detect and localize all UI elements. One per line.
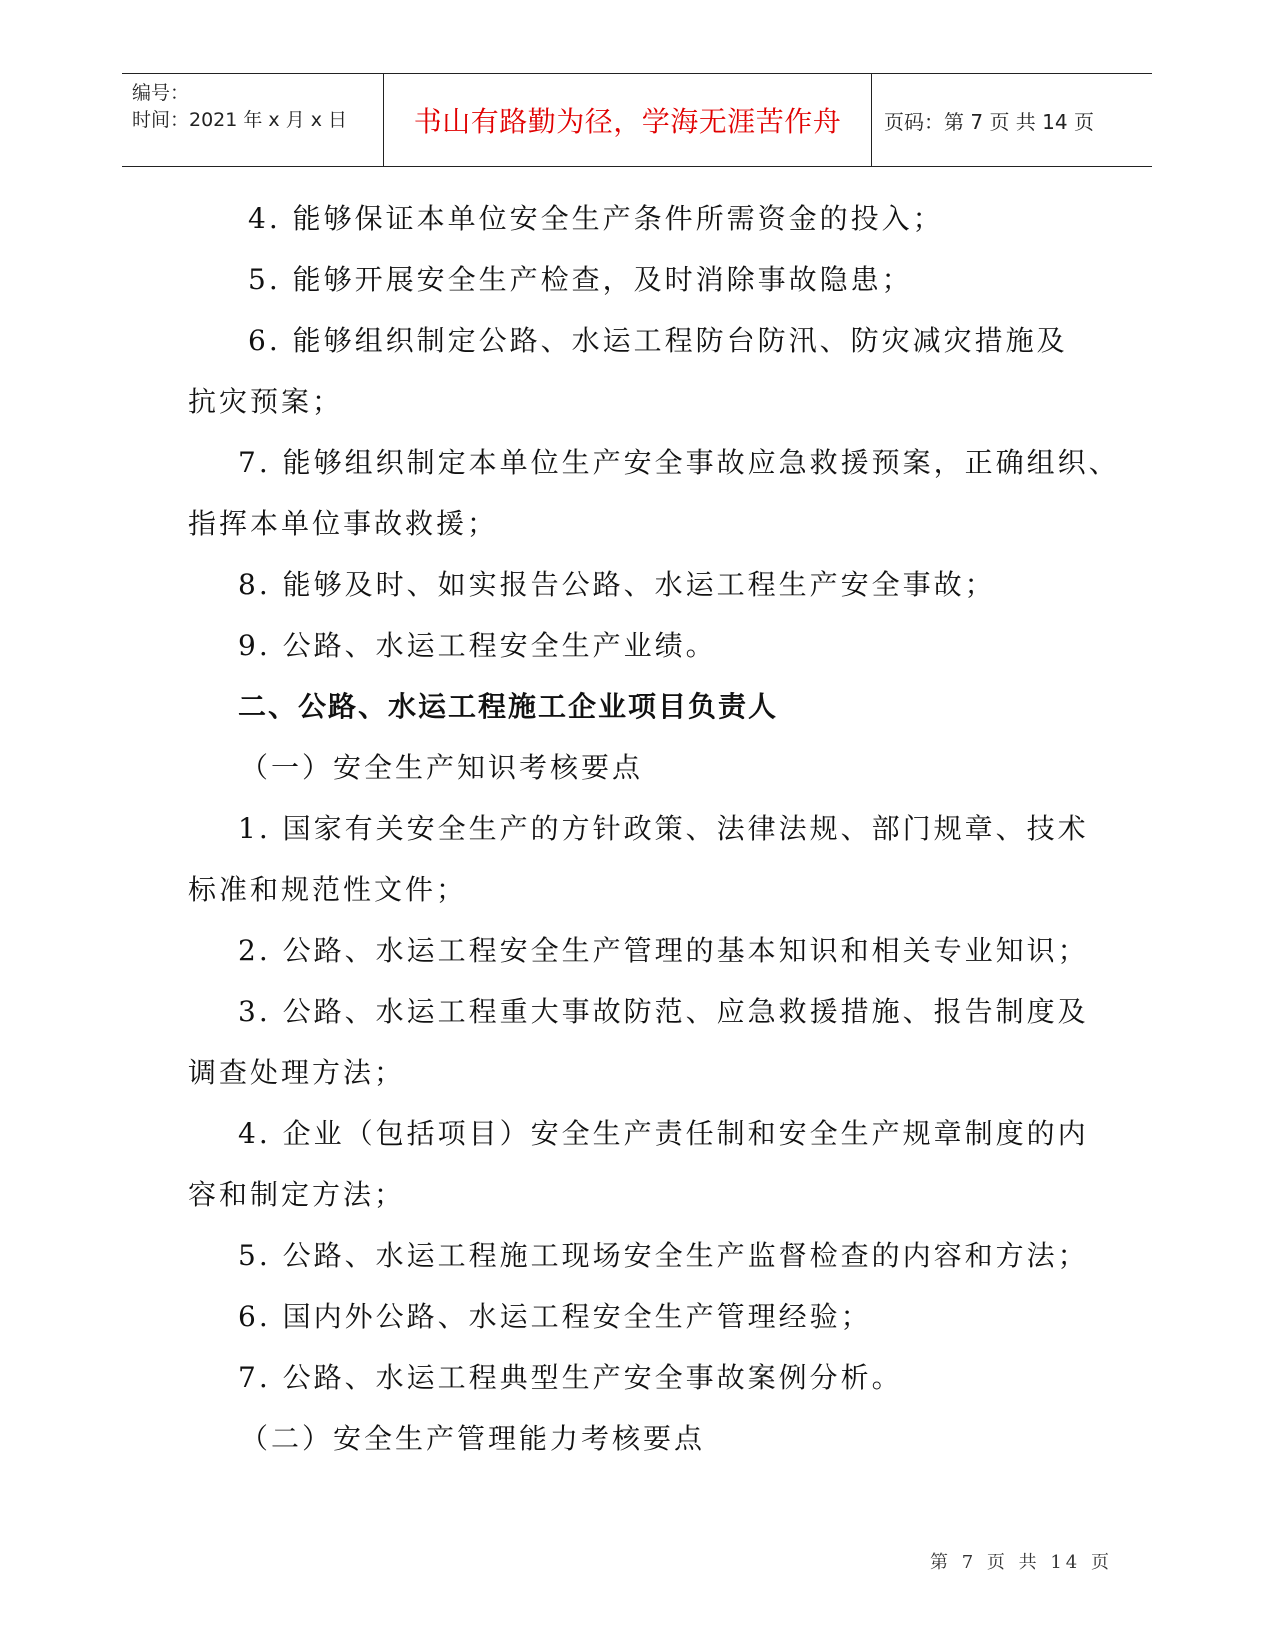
- list-item-continuation: 容和制定方法；: [188, 1178, 406, 1211]
- list-item-continuation: 指挥本单位事故救援；: [188, 507, 499, 540]
- list-item: 8. 能够及时、如实报告公路、水运工程生产安全事故；: [238, 568, 996, 601]
- header-motto: 书山有路勤为径，学海无涯苦作舟: [384, 74, 872, 166]
- list-item-continuation: 抗灾预案；: [188, 385, 344, 418]
- document-body: [188, 188, 1120, 1469]
- list-item: 6. 能够组织制定公路、水运工程防台防汛、防灾减灾措施及: [248, 324, 1068, 357]
- list-item: 3. 公路、水运工程重大事故防范、应急救援措施、报告制度及: [238, 995, 1089, 1028]
- header-meta: [122, 74, 384, 166]
- list-item: 7. 能够组织制定本单位生产安全事故应急救援预案，正确组织、: [238, 446, 1120, 479]
- list-item-continuation: 标准和规范性文件；: [188, 873, 468, 906]
- list-item: 1. 国家有关安全生产的方针政策、法律法规、部门规章、技术: [238, 812, 1089, 845]
- page-header: [122, 73, 1152, 167]
- subsection-heading: （二）安全生产管理能力考核要点: [240, 1422, 706, 1455]
- list-item-continuation: 调查处理方法；: [188, 1056, 406, 1089]
- header-page-info: 页码：第 7 页 共 14 页: [884, 109, 1094, 134]
- list-item: 4. 企业（包括项目）安全生产责任制和安全生产规章制度的内: [238, 1117, 1089, 1150]
- document-time: 时间：2021 年 x 月 x 日: [132, 109, 348, 131]
- list-item: 4. 能够保证本单位安全生产条件所需资金的投入；: [248, 202, 944, 235]
- subsection-heading: （一）安全生产知识考核要点: [240, 751, 644, 784]
- section-heading: 二、公路、水运工程施工企业项目负责人: [238, 690, 779, 723]
- page-footer: 第 7 页 共 14 页: [930, 1552, 1113, 1573]
- list-item: 6. 国内外公路、水运工程安全生产管理经验；: [238, 1300, 872, 1333]
- list-item: 9. 公路、水运工程安全生产业绩。: [238, 629, 717, 662]
- list-item: 7. 公路、水运工程典型生产安全事故案例分析。: [238, 1361, 903, 1394]
- list-item: 2. 公路、水运工程安全生产管理的基本知识和相关专业知识；: [238, 934, 1089, 967]
- document-number-label: 编号：: [132, 82, 190, 104]
- list-item: 5. 能够开展安全生产检查，及时消除事故隐患；: [248, 263, 913, 296]
- list-item: 5. 公路、水运工程施工现场安全生产监督检查的内容和方法；: [238, 1239, 1089, 1272]
